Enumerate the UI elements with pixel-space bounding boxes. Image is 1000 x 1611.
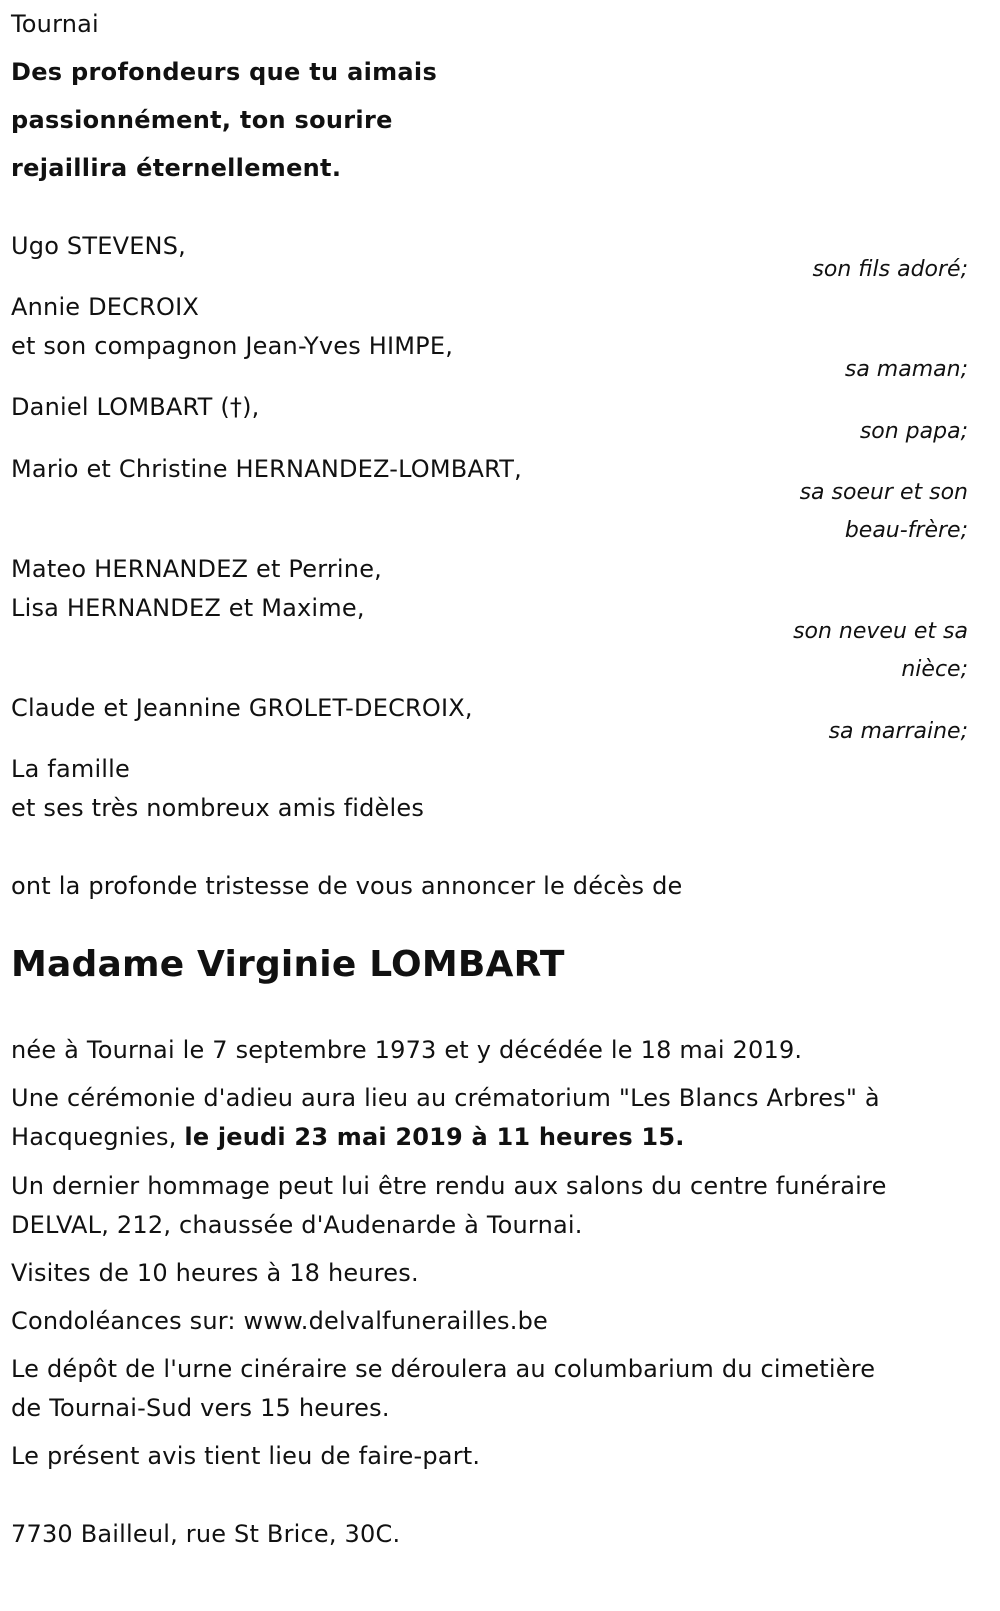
verse-line-2: passionnément, ton sourire bbox=[11, 106, 393, 134]
condolences-link[interactable]: www.delvalfunerailles.be bbox=[243, 1307, 548, 1335]
urn-line-1: Le dépôt de l'urne cinéraire se déroulera au columbarium du cimetière bbox=[11, 1355, 876, 1383]
family-name: Daniel LOMBART (†), bbox=[11, 393, 260, 421]
urn-line-2: de Tournai-Sud vers 15 heures. bbox=[11, 1394, 390, 1422]
family-name: et son compagnon Jean-Yves HIMPE, bbox=[11, 332, 454, 360]
family-name: Ugo STEVENS, bbox=[11, 232, 186, 260]
condolences-label: Condoléances sur: bbox=[11, 1307, 244, 1335]
family-relation: sa maman; bbox=[844, 357, 968, 382]
ceremony-datetime: le jeudi 23 mai 2019 à 11 heures 15. bbox=[184, 1123, 685, 1151]
deceased-name: Madame Virginie LOMBART bbox=[11, 944, 565, 985]
family-name: Annie DECROIX bbox=[11, 293, 199, 321]
visits-text: Visites de 10 heures à 18 heures. bbox=[11, 1259, 419, 1287]
ceremony-place: Hacquegnies, bbox=[11, 1123, 185, 1151]
birth-death-text: née à Tournai le 7 septembre 1973 et y décédée le 18 mai 2019. bbox=[11, 1036, 803, 1064]
family-name: Lisa HERNANDEZ et Maxime, bbox=[11, 594, 365, 622]
family-relation: nièce; bbox=[901, 657, 968, 682]
announcement-text: ont la profonde tristesse de vous annoncer le décès de bbox=[11, 872, 683, 900]
family-name: Mateo HERNANDEZ et Perrine, bbox=[11, 555, 383, 583]
notice-text: Le présent avis tient lieu de faire-part. bbox=[11, 1442, 481, 1470]
family-relation: son fils adoré; bbox=[812, 257, 968, 282]
family-name: La famille bbox=[11, 755, 131, 783]
family-relation: son neveu et sa bbox=[793, 619, 968, 644]
tribute-line-1: Un dernier hommage peut lui être rendu aux salons du centre funéraire bbox=[11, 1172, 887, 1200]
family-name: et ses très nombreux amis fidèles bbox=[11, 794, 425, 822]
ceremony-line-1: Une cérémonie d'adieu aura lieu au crématorium "Les Blancs Arbres" à bbox=[11, 1084, 880, 1112]
condolences-line bbox=[11, 1306, 548, 1336]
address-text: 7730 Bailleul, rue St Brice, 30C. bbox=[11, 1520, 401, 1548]
ceremony-line-2 bbox=[11, 1122, 685, 1152]
family-relation: beau-frère; bbox=[844, 518, 968, 543]
family-name: Mario et Christine HERNANDEZ-LOMBART, bbox=[11, 455, 522, 483]
family-relation: son papa; bbox=[859, 419, 968, 444]
family-relation: sa marraine; bbox=[828, 719, 968, 744]
family-name: Claude et Jeannine GROLET-DECROIX, bbox=[11, 694, 473, 722]
tribute-line-2: DELVAL, 212, chaussée d'Audenarde à Tournai. bbox=[11, 1211, 583, 1239]
verse-line-1: Des profondeurs que tu aimais bbox=[11, 58, 438, 86]
family-relation: sa soeur et son bbox=[799, 480, 968, 505]
city-label: Tournai bbox=[11, 10, 99, 38]
verse-line-3: rejaillira éternellement. bbox=[11, 154, 342, 182]
